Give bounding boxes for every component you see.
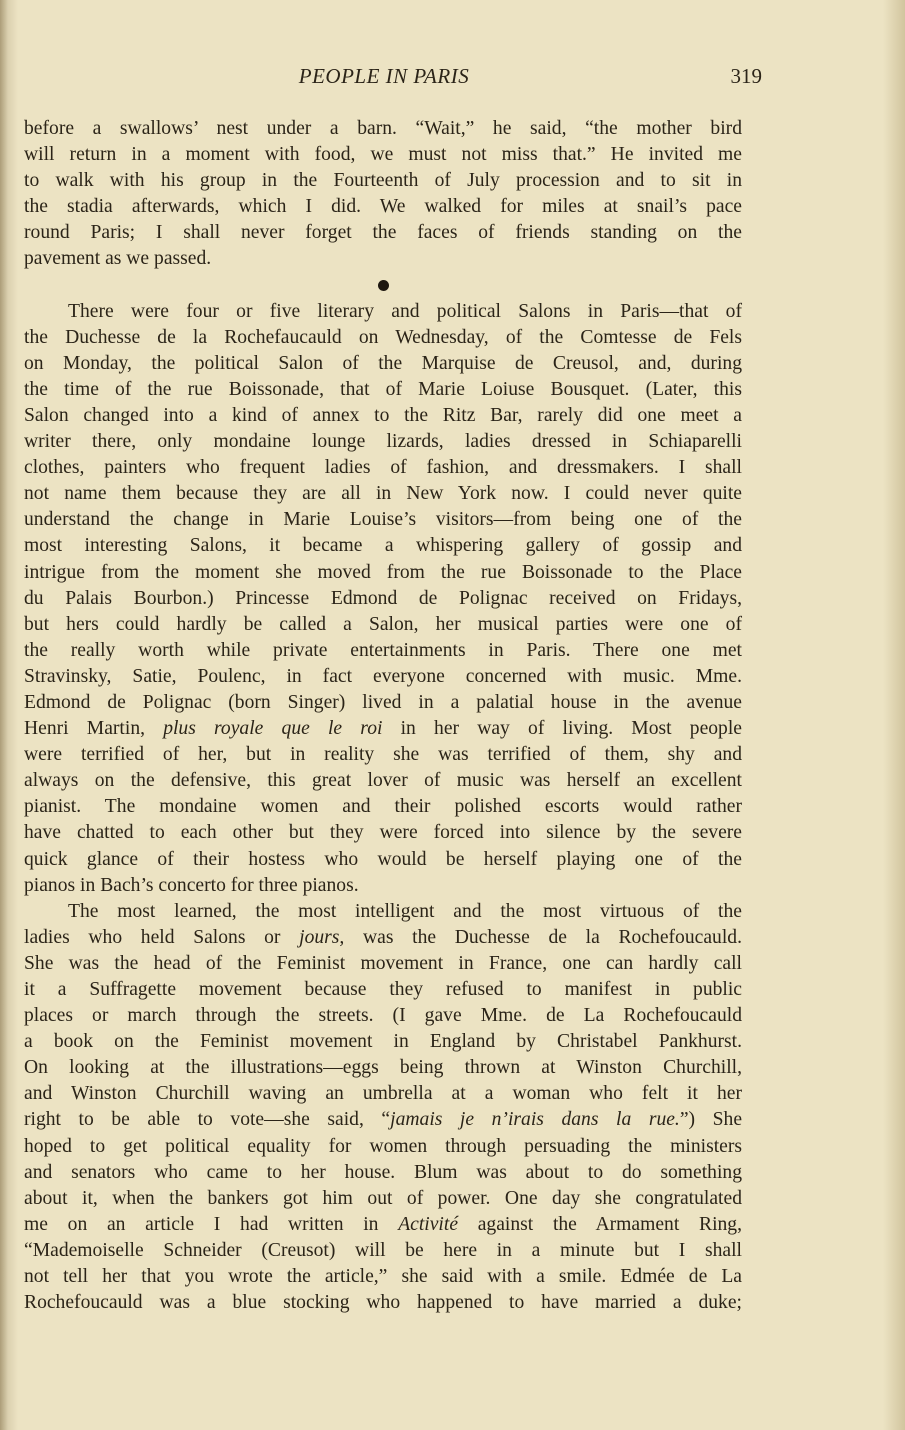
- text-line: the time of the rue Boissonade, that of Marie Loiuse Bousquet. (Later, this: [24, 378, 742, 400]
- text-line: understand the change in Marie Louise’s visitors—from being one of the: [24, 509, 742, 531]
- text-line: Edmond de Polignac (born Singer) lived in a palatial house in the avenue: [24, 691, 742, 713]
- text-run: me on an article I had written in: [24, 1213, 399, 1235]
- text-line: the Duchesse de la Rochefaucauld on Wednesday, of the Comtesse de Fels: [24, 326, 742, 348]
- text-line: and senators who came to her house. Blum was about to do something: [24, 1161, 742, 1183]
- section-break-ornament: [24, 273, 742, 299]
- text-line: the really worth while private entertainments in Paris. There one met: [24, 639, 742, 661]
- text-line: pianos in Bach’s concerto for three pianos.: [24, 874, 359, 896]
- text-line: pavement as we passed.: [24, 248, 212, 270]
- text-line: before a swallows’ nest under a barn. “Wait,” he said, “the mother bird: [24, 118, 742, 139]
- text-run: in her way of living. Most people: [382, 718, 742, 740]
- text-line: [24, 716, 742, 742]
- text-line: have chatted to each other but they were forced into silence by the severe: [24, 822, 742, 844]
- text-run: ladies who held Salons or: [24, 926, 300, 948]
- paragraph-2: [24, 299, 742, 899]
- text-line: Salon changed into a kind of annex to the Ritz Bar, rarely did one meet a: [24, 404, 742, 426]
- text-line: Stravinsky, Satie, Poulenc, in fact everyone concerned with music. Mme.: [24, 665, 742, 687]
- page-header: [24, 64, 762, 94]
- text-line: du Palais Bourbon.) Princesse Edmond de Polignac received on Fridays,: [24, 587, 742, 609]
- text-line: it a Suffragette movement because they refused to manifest in public: [24, 979, 742, 1000]
- text-line: were terrified of her, but in reality she was terrified of them, shy and: [24, 744, 742, 766]
- paragraph-1: [24, 116, 742, 273]
- running-head: PEOPLE IN PARIS: [298, 64, 470, 88]
- page-number: 319: [730, 64, 762, 88]
- text-line: She was the head of the Feminist movement in France, one can hardly call: [24, 952, 742, 974]
- text-line: [24, 1212, 742, 1238]
- text-line: and Winston Churchill waving an umbrella at a woman who felt it her: [24, 1083, 742, 1105]
- italic-phrase: Activité: [398, 1213, 459, 1235]
- italic-phrase: jours,: [299, 926, 345, 948]
- text-line: on Monday, the political Salon of the Marquise de Creusol, and, during: [24, 352, 742, 374]
- bullet-ornament-icon: [378, 280, 389, 291]
- text-line: the stadia afterwards, which I did. We walked for miles at snail’s pace: [24, 196, 742, 218]
- text-line: always on the defensive, this great lover of music was herself an excellent: [24, 770, 742, 792]
- text-line: [24, 925, 742, 951]
- text-line: places or march through the streets. (I gave Mme. de La Rochefoucauld: [24, 1005, 742, 1027]
- text-line: not tell her that you wrote the article,” she said with a smile. Edmée de La: [24, 1266, 742, 1288]
- text-line: quick glance of their hostess who would be herself playing one of the: [24, 848, 742, 870]
- text-line: most interesting Salons, it became a whispering gallery of gossip and: [24, 535, 742, 557]
- text-line: will return in a moment with food, we must not miss that.” He invited me: [24, 144, 742, 166]
- text-line: There were four or five literary and political Salons in Paris—that of: [68, 300, 742, 322]
- text-line: clothes, painters who frequent ladies of fashion, and dressmakers. I shall: [24, 457, 742, 479]
- text-line: [24, 1107, 742, 1133]
- text-line: On looking at the illustrations—eggs being thrown at Winston Churchill,: [24, 1057, 742, 1079]
- text-line: intrigue from the moment she moved from the rue Boissonade to the Place: [24, 561, 742, 583]
- paragraph-3: [24, 899, 742, 1317]
- text-run: ”) She: [679, 1109, 743, 1131]
- text-line: hoped to get political equality for women through persuading the ministers: [24, 1135, 742, 1157]
- text-line: Rochefoucauld was a blue stocking who happened to have married a duke;: [24, 1292, 742, 1314]
- text-line: a book on the Feminist movement in England by Christabel Pankhurst.: [24, 1031, 742, 1053]
- text-line: to walk with his group in the Fourteenth of July procession and to sit in: [24, 170, 742, 192]
- italic-phrase: plus royale que le roi: [163, 718, 383, 740]
- text-run: against the Armament Ring,: [458, 1213, 743, 1235]
- text-line: The most learned, the most intelligent and the most virtuous of the: [68, 900, 742, 922]
- text-run: was the Duchesse de la Rochefoucauld.: [344, 926, 742, 948]
- text-line: not name them because they are all in New York now. I could never quite: [24, 483, 742, 505]
- text-line: writer there, only mondaine lounge lizards, ladies dressed in Schiaparelli: [24, 431, 742, 453]
- text-run: Henri Martin,: [24, 718, 164, 740]
- italic-phrase: jamais je n’irais dans la rue.: [390, 1109, 680, 1131]
- text-line: pianist. The mondaine women and their polished escorts would rather: [24, 796, 742, 818]
- text-line: but hers could hardly be called a Salon, her musical parties were one of: [24, 613, 742, 635]
- text-line: about it, when the bankers got him out of power. One day she congratulated: [24, 1187, 742, 1209]
- text-run: right to be able to vote—she said, “: [24, 1109, 391, 1131]
- body-text: [24, 116, 742, 1316]
- text-line: “Mademoiselle Schneider (Creusot) will be here in a minute but I shall: [24, 1239, 742, 1261]
- text-line: round Paris; I shall never forget the faces of friends standing on the: [24, 222, 742, 244]
